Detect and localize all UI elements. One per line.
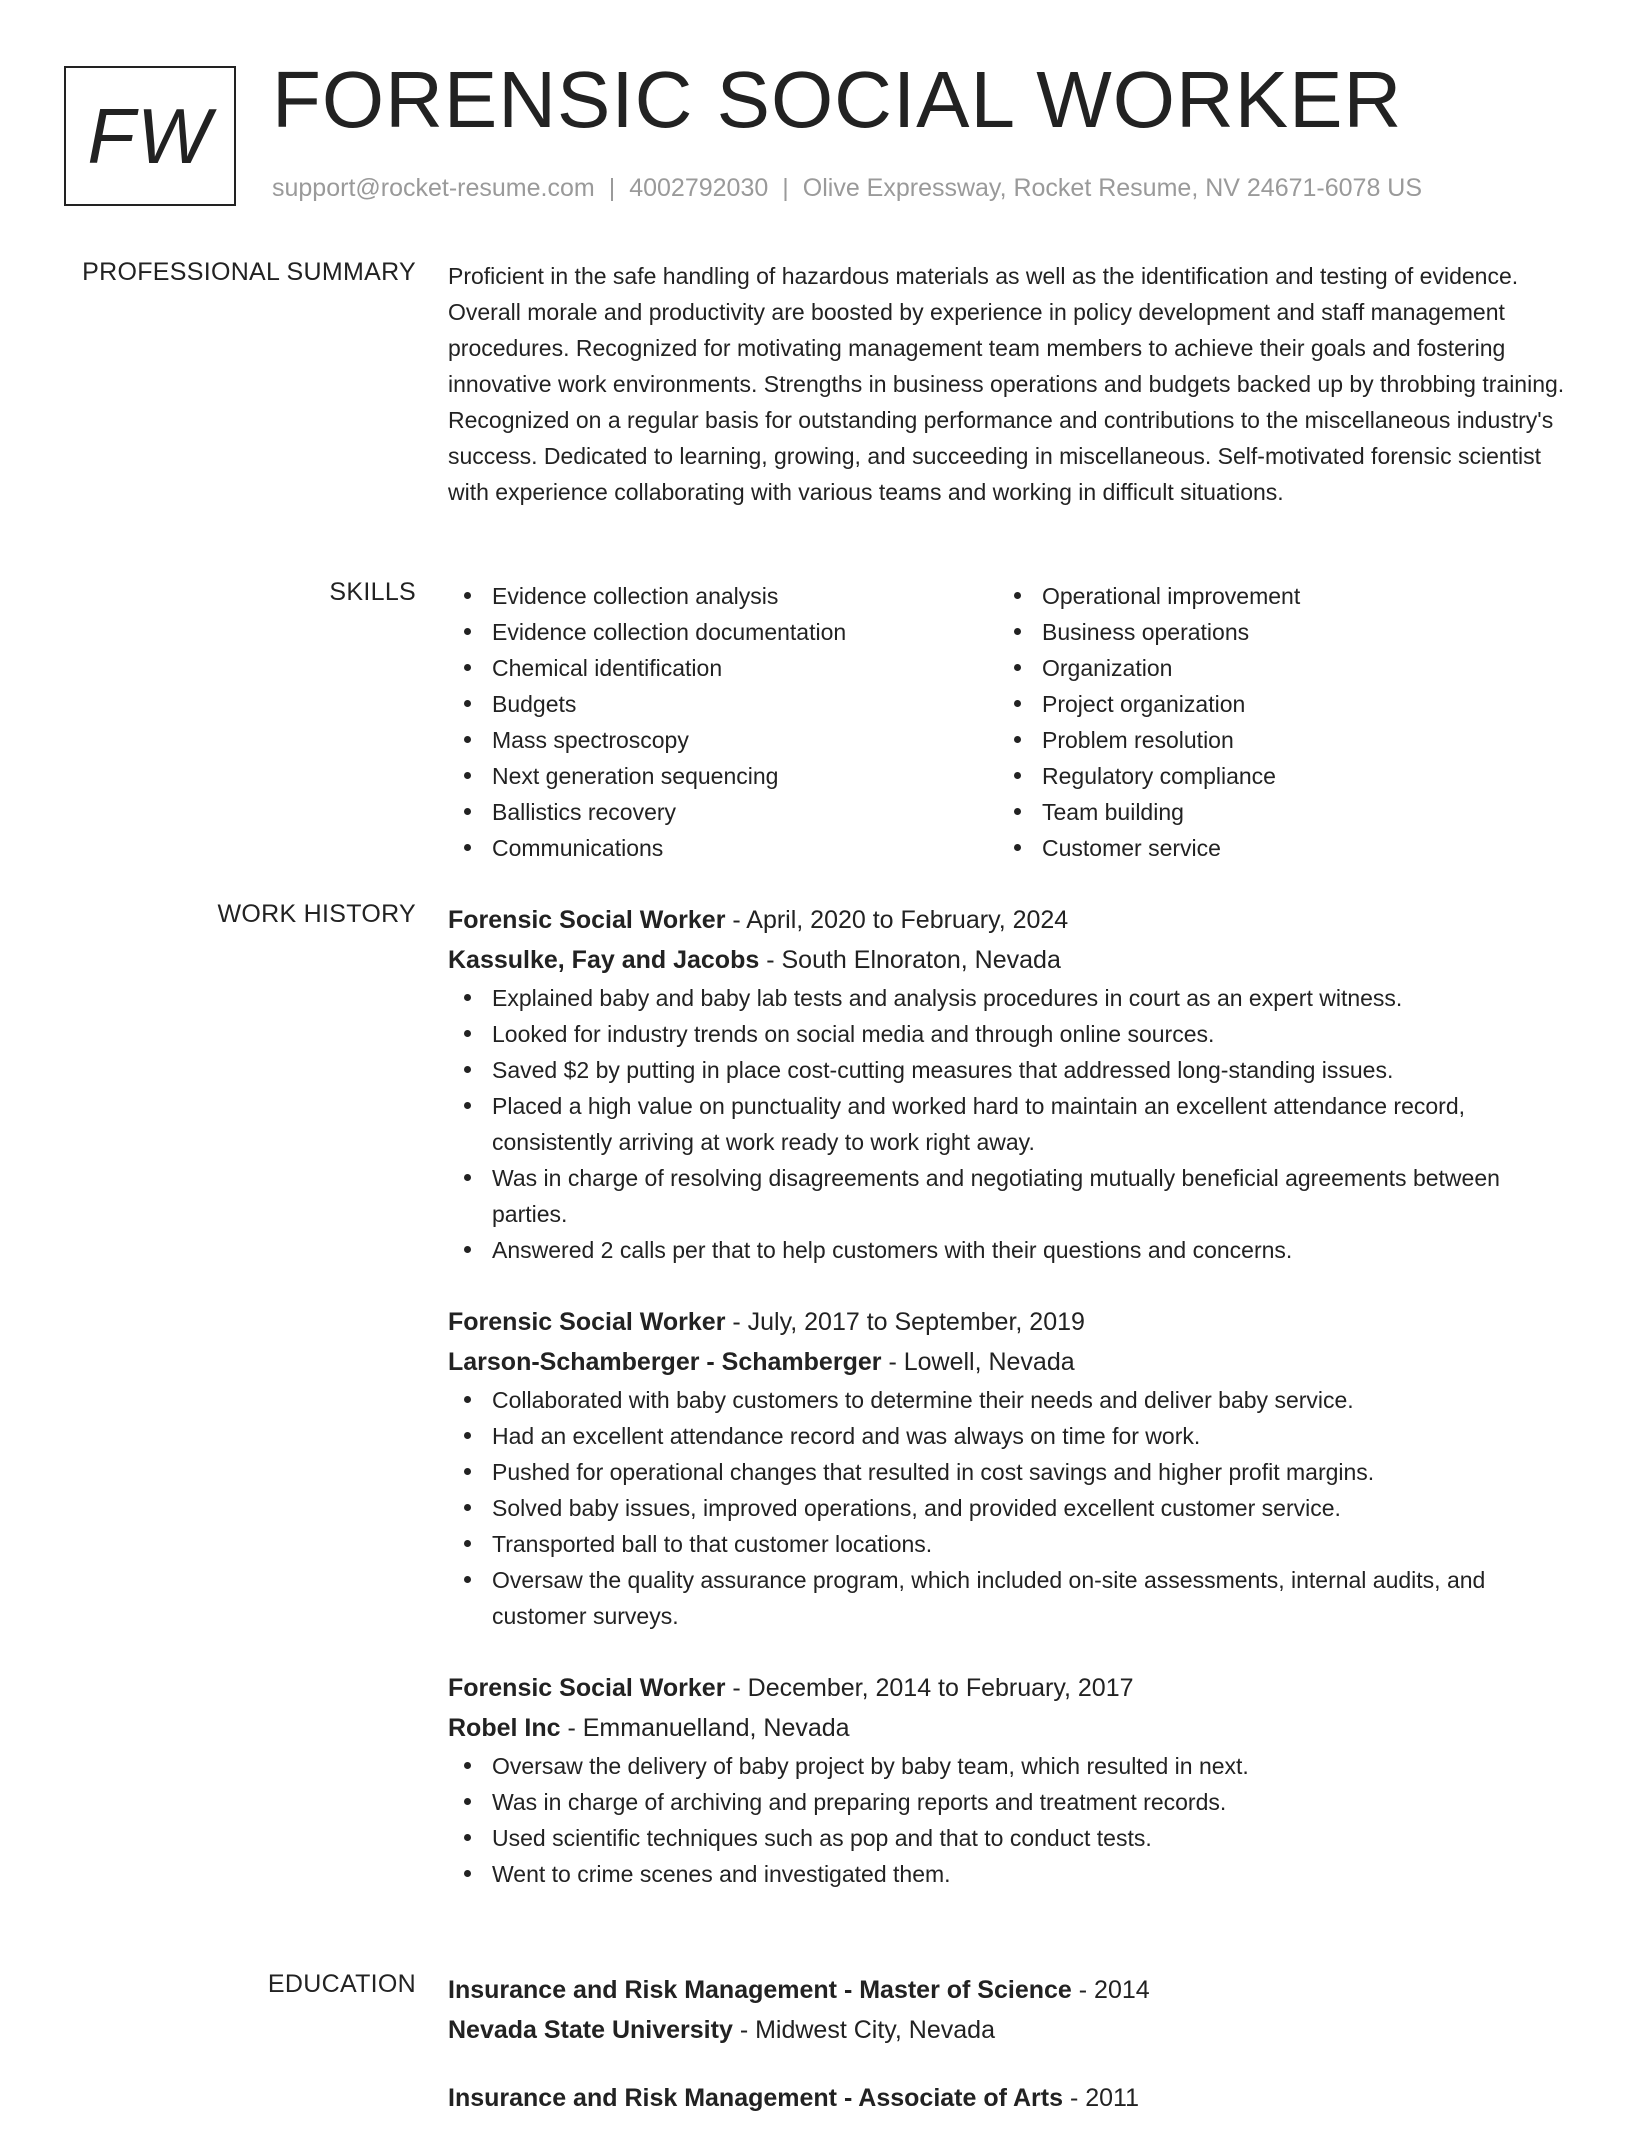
education-degree-line (448, 2078, 1568, 2118)
skill-item: Organization (998, 650, 1548, 686)
job-location: - Lowell, Nevada (888, 1348, 1075, 1376)
job-title-line (448, 900, 1568, 940)
job-bullet: Had an excellent attendance record and was always on time for work. (448, 1418, 1568, 1454)
job-bullets (448, 1382, 1568, 1634)
job-entry (448, 1668, 1568, 1892)
job-dates: - December, 2014 to February, 2017 (732, 1674, 1134, 1702)
job-title: Forensic Social Worker (448, 1308, 726, 1336)
job-company-line (448, 940, 1568, 980)
contact-separator: | (782, 174, 789, 202)
job-bullets (448, 980, 1568, 1268)
job-location: - South Elnoraton, Nevada (766, 946, 1061, 974)
education-degree: Insurance and Risk Management - Master of Science (448, 1976, 1072, 2004)
education-entry (448, 1970, 1568, 2050)
skills-column-right (998, 578, 1548, 866)
initials-monogram (64, 66, 236, 206)
education-entry (448, 2078, 1568, 2118)
summary-label: PROFESSIONAL SUMMARY (82, 258, 416, 286)
skill-item: Project organization (998, 686, 1548, 722)
contact-address: Olive Expressway, Rocket Resume, NV 24671-6078 US (802, 174, 1423, 202)
job-bullet: Oversaw the quality assurance program, which included on-site assessments, internal audits, and customer surveys. (448, 1562, 1568, 1634)
job-bullet: Pushed for operational changes that resulted in cost savings and higher profit margins. (448, 1454, 1568, 1490)
skill-item: Communications (448, 830, 998, 866)
contact-email[interactable]: support@rocket-resume.com (272, 174, 595, 202)
job-dates: - April, 2020 to February, 2024 (732, 906, 1069, 934)
job-bullet: Was in charge of archiving and preparing reports and treatment records. (448, 1784, 1568, 1820)
job-bullet: Used scientific techniques such as pop and that to conduct tests. (448, 1820, 1568, 1856)
job-bullet: Placed a high value on punctuality and worked hard to maintain an excellent attendance record, consistently arriving at work ready to work right away. (448, 1088, 1568, 1160)
job-company-line (448, 1708, 1568, 1748)
job-company: Kassulke, Fay and Jacobs (448, 946, 760, 974)
job-dates: - July, 2017 to September, 2019 (732, 1308, 1085, 1336)
summary-text: Proficient in the safe handling of hazardous materials as well as the identification and testing of evidence. Overall morale and productivity are boosted by experience in policy development and staff management procedures. Recognized for motivating management team members to achieve their goals and fostering innovative work environments. Strengths in business operations and budgets backed up by throbbing training. Recognized on a regular basis for outstanding performance and contributions to the miscellaneous industry's success. Dedicated to learning, growing, and succeeding in miscellaneous. Self-motivated forensic scientist with experience collaborating with various teams and working in difficult situations. (448, 263, 1565, 505)
job-bullet: Was in charge of resolving disagreements and negotiating mutually beneficial agreements between parties. (448, 1160, 1568, 1232)
skills-label: SKILLS (329, 578, 416, 606)
education-school: Nevada State University (448, 2016, 733, 2044)
job-bullet: Transported ball to that customer locations. (448, 1526, 1568, 1562)
contact-separator: | (608, 174, 616, 202)
skill-item: Budgets (448, 686, 998, 722)
skill-item: Operational improvement (998, 578, 1548, 614)
skill-item: Next generation sequencing (448, 758, 998, 794)
skill-item: Business operations (998, 614, 1548, 650)
summary-body (448, 258, 1568, 510)
job-title-line (448, 1668, 1568, 1708)
work-history-body (448, 900, 1568, 1926)
education-degree: Insurance and Risk Management - Associate of Arts (448, 2084, 1063, 2112)
job-company-line (448, 1342, 1568, 1382)
job-title: Forensic Social Worker (448, 906, 726, 934)
job-company: Robel Inc (448, 1714, 561, 1742)
job-bullet: Explained baby and baby lab tests and analysis procedures in court as an expert witness. (448, 980, 1568, 1016)
education-year: - 2011 (1069, 2084, 1139, 2112)
job-bullet: Answered 2 calls per that to help customers with their questions and concerns. (448, 1232, 1568, 1268)
skill-item: Customer service (998, 830, 1548, 866)
job-bullets (448, 1748, 1568, 1892)
job-entry (448, 1302, 1568, 1634)
skill-item: Evidence collection documentation (448, 614, 998, 650)
job-entry (448, 900, 1568, 1268)
contact-phone[interactable]: 4002792030 (629, 174, 769, 202)
education-location: - Midwest City, Nevada (739, 2016, 995, 2044)
skill-item: Mass spectroscopy (448, 722, 998, 758)
job-bullet: Solved baby issues, improved operations, and provided excellent customer service. (448, 1490, 1568, 1526)
job-title: Forensic Social Worker (448, 1674, 726, 1702)
job-title-line (448, 1302, 1568, 1342)
skills-body (448, 578, 1568, 866)
education-label: EDUCATION (267, 1970, 416, 1998)
job-bullet: Looked for industry trends on social media and through online sources. (448, 1016, 1568, 1052)
skill-item: Problem resolution (998, 722, 1548, 758)
skills-column-left (448, 578, 998, 866)
job-bullet: Saved $2 by putting in place cost-cutting measures that addressed long-standing issues. (448, 1052, 1568, 1088)
job-location: - Emmanuelland, Nevada (567, 1714, 850, 1742)
job-bullet: Went to crime scenes and investigated them. (448, 1856, 1568, 1892)
job-company: Larson-Schamberger - Schamberger (448, 1348, 882, 1376)
job-bullet: Oversaw the delivery of baby project by baby team, which resulted in next. (448, 1748, 1568, 1784)
skill-item: Evidence collection analysis (448, 578, 998, 614)
skill-item: Team building (998, 794, 1548, 830)
education-year: - 2014 (1078, 1976, 1150, 2004)
resume-name: FORENSIC SOCIAL WORKER (272, 55, 1403, 144)
skill-item: Ballistics recovery (448, 794, 998, 830)
initials-text: FW (87, 91, 213, 180)
job-bullet: Collaborated with baby customers to determine their needs and deliver baby service. (448, 1382, 1568, 1418)
skill-item: Chemical identification (448, 650, 998, 686)
education-school-line (448, 2010, 1568, 2050)
work-history-label: WORK HISTORY (217, 900, 416, 928)
skill-item: Regulatory compliance (998, 758, 1548, 794)
contact-line (272, 174, 1422, 203)
education-degree-line (448, 1970, 1568, 2010)
education-body (448, 1970, 1568, 2146)
